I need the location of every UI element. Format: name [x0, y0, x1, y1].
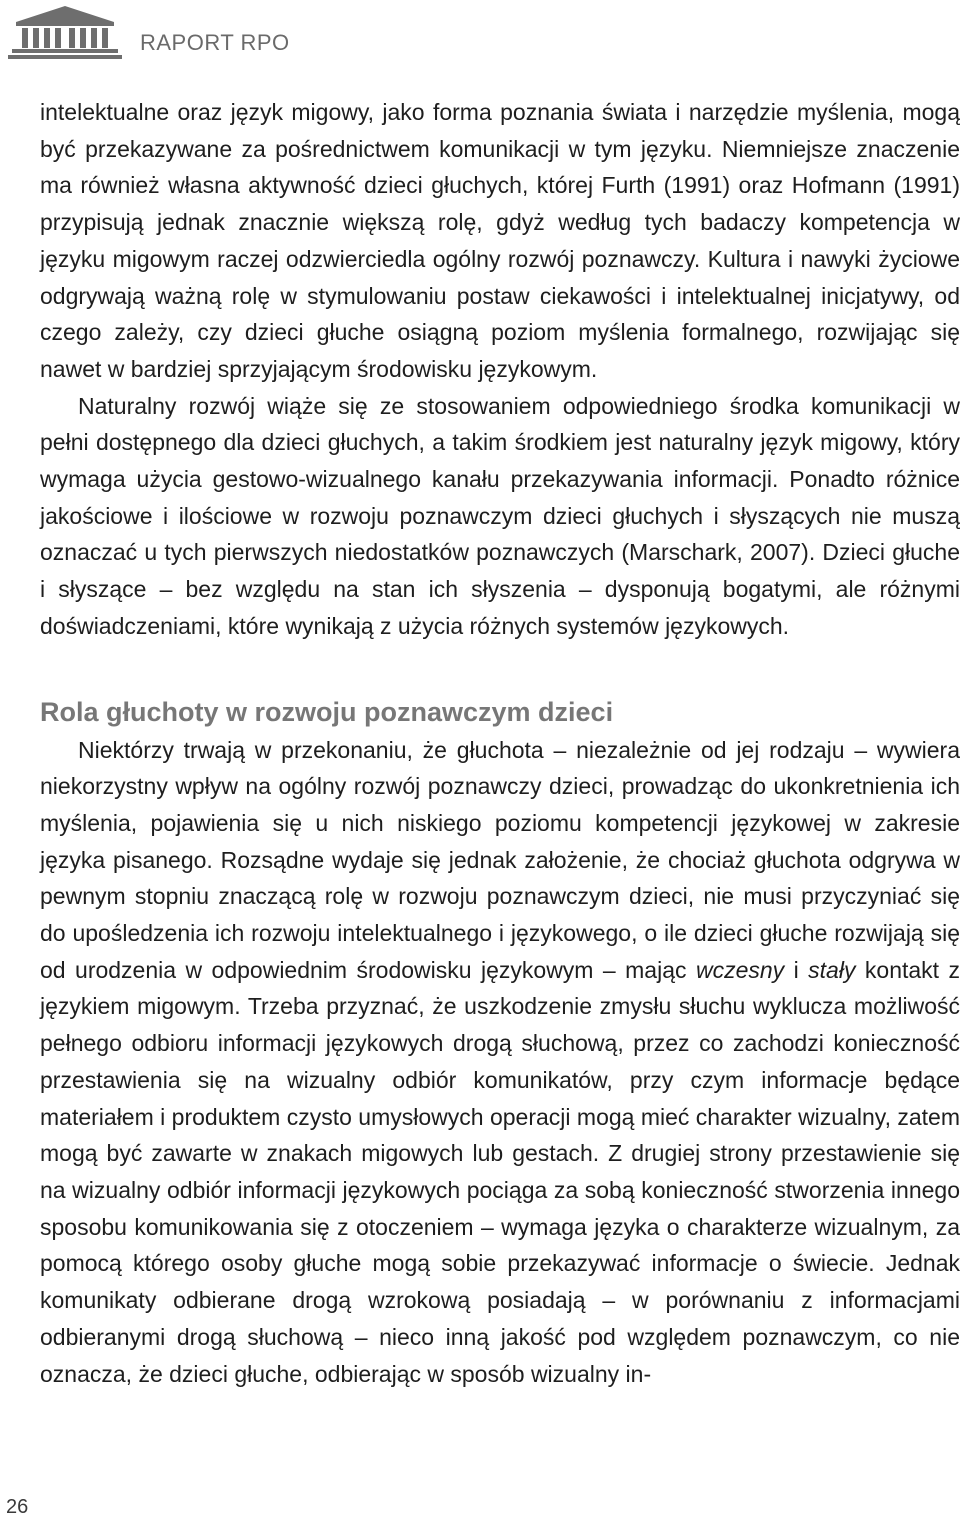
italic-term: wczesny [695, 956, 785, 983]
logo-icon [6, 2, 124, 64]
section-text: Niektórzy trwają w przekonaniu, że głuchota – niezależnie od jej rodzaju – wywiera niekorzystny wpływ na ogólny rozwój poznawczy dzieci, prowadząc do ukonkretnienia ich myślenia, pojawienia się u nich niskiego poziomu kompetencji językowej w zakresie języka pisanego. Rozsądne wydaje się jednak założenie, że chociaż głuchota odgrywa w pewnym stopniu znaczącą rolę w rozwoju poznawczym dzieci, nie musi przyczyniać się do upośledzenia ich rozwoju intelektualnego i językowego, o ile dzieci głuche rozwijają się od urodzenia w odpowiednim środowisku językowym – mając [40, 736, 960, 983]
header-title: RAPORT RPO [140, 30, 290, 55]
section-heading: Rola głuchoty w rozwoju poznawczym dzieci [40, 696, 614, 727]
section-text: i [784, 956, 809, 983]
section-paragraph [40, 732, 960, 1393]
body-paragraph: intelektualne oraz język migowy, jako forma poznania świata i narzędzie myślenia, mogą być przekazywane za pośrednictwem komunikacji w tym języku. Niemniejsze znaczenie ma również własna aktywność dzieci głuchych, której Furth (1991) oraz Hofmann (1991) przypisują jednak znacznie większą rolę, gdyż według tych badaczy kompetencja w języku migowym raczej odzwierciedla ogólny rozwój poznawczy. Kultura i nawyki życiowe odgrywają ważną rolę w stymulowaniu postaw ciekawości i intelektualnej inicjatywy, od czego zależy, czy dzieci głuche osiągną poziom myślenia formalnego, rozwijając się nawet w bardziej sprzyjającym środowisku językowym. [40, 99, 960, 382]
page-number: 26 [6, 1496, 29, 1518]
document-body [40, 94, 960, 1392]
section-text: kontakt z językiem migowym. Trzeba przyznać, że uszkodzenie zmysłu słuchu wyklucza możliwość pełnego odbioru informacji językowych drogą słuchową, przez co zachodzi konieczność przestawienia się na wizualny odbiór komunikatów, przy czym informacje będące materiałem i produktem czysto umysłowych operacji mogą mieć charakter wizualny, zatem mogą być zawarte w znakach migowych lub gestach. Z drugiej strony przestawienie się na wizualny odbiór informacji językowych pociąga za sobą konieczność stworzenia innego sposobu komunikowania się z otoczeniem – wymaga języka o charakterze wizualnym, za pomocą którego osoby głuche mogą sobie przekazywać informacje o świecie. Jednak komunikaty odbierane drogą wzrokową posiadają – w porównaniu z informacjami odbieranymi drogą słuchową – nieco inną jakość pod względem poznawczym, co nie oznacza, że dzieci głuche, odbierając w sposób wizualny in- [40, 956, 960, 1387]
italic-term: stały [808, 956, 856, 983]
body-paragraph: Naturalny rozwój wiąże się ze stosowaniem odpowiedniego środka komunikacji w pełni dostępnego dla dzieci głuchych, a takim środkiem jest naturalny język migowy, który wymaga użycia gestowo-wizualnego kanału przekazywania informacji. Ponadto różnice jakościowe i ilościowe w rozwoju poznawczym dzieci głuchych i słyszących nie muszą oznaczać u tych pierwszych niedostatków poznawczych (Marschark, 2007). Dzieci głuche i słyszące – bez względu na stan ich słyszenia – dysponują bogatymi, ale różnymi doświadczeniami, które wynikają z użycia różnych systemów językowych. [40, 392, 960, 639]
